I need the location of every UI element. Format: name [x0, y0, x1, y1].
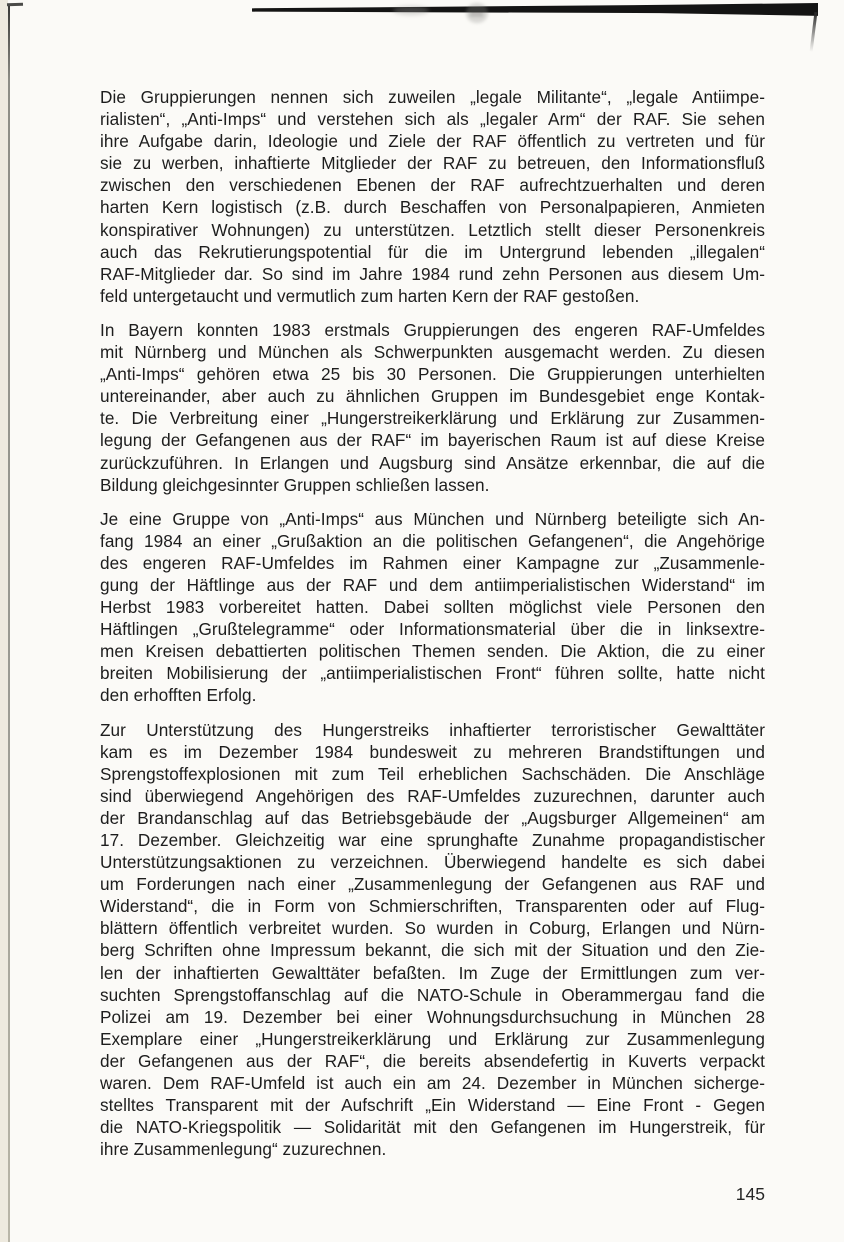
text-line: te. Die Verbreitung einer „Hungerstreikerklärung und Erklärung zur Zusammen-	[100, 408, 765, 429]
text-line: ihre Zusammenlegung“ zuzurechnen.	[100, 1139, 387, 1160]
text-line: harten Kern logistisch (z.B. durch Beschaffen von Personalpapieren, Anmieten	[100, 197, 765, 218]
text-line: men Kreisen debattierten politischen Themen senden. Die Aktion, die zu einer	[100, 641, 765, 662]
text-line: feld untergetaucht und vermutlich zum harten Kern der RAF gestoßen.	[100, 285, 640, 306]
text-line: fang 1984 an einer „Grußaktion an die politischen Gefangenen“, die Angehörige	[100, 530, 765, 551]
page-left-edge-line	[8, 6, 10, 1242]
text-line: sie zu werben, inhaftierte Mitglieder der RAF zu betreuen, den Informationsfluß	[100, 153, 765, 174]
text-line: „Anti-Imps“ gehören etwa 25 bis 30 Personen. Die Gruppierungen unterhielten	[100, 364, 765, 385]
text-line: Zur Unterstützung des Hungerstreiks inhaftierter terroristischer Gewalttäter	[100, 719, 765, 740]
text-line: stelltes Transparent mit der Aufschrift „Ein Widerstand — Eine Front - Gegen	[100, 1095, 765, 1116]
text-line: Polizei am 19. Dezember bei einer Wohnungsdurchsuchung in München 28	[100, 1006, 765, 1027]
paragraph	[100, 719, 765, 1161]
scan-corner-mark	[7, 3, 23, 7]
text-line: Häftlingen „Grußtelegramme“ oder Informationsmaterial über die in linksextre-	[100, 619, 765, 640]
text-line: berg Schriften ohne Impressum bekannt, die sich mit der Situation und den Zie-	[100, 940, 765, 961]
text-line: zwischen den verschiedenen Ebenen der RAF aufrechtzuerhalten und deren	[100, 175, 765, 196]
text-line: Die Gruppierungen nennen sich zuweilen „legale Militante“, „legale Antiimpe-	[100, 87, 765, 107]
page-number: 145	[735, 1184, 765, 1204]
text-line: 17. Dezember. Gleichzeitig war eine sprunghafte Zunahme propagandistischer	[100, 830, 765, 850]
text-line: Je eine Gruppe von „Anti-Imps“ aus München und Nürnberg beteiligte sich An-	[100, 508, 765, 529]
text-line: Herbst 1983 vorbereitet hatten. Dabei sollten möglichst viele Personen den	[100, 597, 765, 618]
text-line: der Gefangenen aus der RAF“, die bereits absendefertig in Kuverts verpackt	[100, 1050, 765, 1071]
text-line: konspirativer Wohnungen) zu unterstützen. Letztlich stellt dieser Personenkreis	[100, 219, 765, 240]
text-line: Unterstützungsaktionen zu verzeichnen. Überwiegend handelte es sich dabei	[100, 852, 765, 873]
text-line: RAF-Mitglieder dar. So sind im Jahre 1984 rund zehn Personen aus diesem Um-	[100, 263, 765, 284]
text-line: untereinander, aber auch zu ähnlichen Gruppen im Bundesgebiet enge Kontak-	[100, 386, 765, 407]
text-line: ihre Aufgabe darin, Ideologie und Ziele der RAF öffentlich zu vertreten und für	[100, 131, 765, 152]
scan-edge-top-bar	[252, 3, 818, 17]
text-line: des engeren RAF-Umfeldes im Rahmen einer Kampagne zur „Zusammenle-	[100, 552, 765, 573]
text-line: zurückzuführen. In Erlangen und Augsburg sind Ansätze erkennbar, die auf die	[100, 452, 765, 473]
text-line: den erhofften Erfolg.	[100, 685, 257, 706]
body-text	[100, 86, 765, 1172]
paragraph	[100, 508, 765, 707]
text-line: Widerstand“, die in Form von Schmierschriften, Transparenten oder auf Flug-	[100, 896, 765, 917]
text-line: In Bayern konnten 1983 erstmals Gruppierungen des engeren RAF-Umfeldes	[100, 319, 765, 340]
text-line: kam es im Dezember 1984 bundesweit zu mehreren Brandstiftungen und	[100, 741, 765, 762]
text-line: blättern öffentlich verbreitet wurden. So wurden in Coburg, Erlangen und Nürn-	[100, 918, 765, 939]
text-line: die NATO-Kriegspolitik — Solidarität mit den Gefangenen im Hungerstreik, für	[100, 1117, 765, 1138]
scan-smudge	[393, 6, 429, 15]
text-line: gung der Häftlinge aus der RAF und dem antiimperialistischen Widerstand“ im	[100, 574, 765, 595]
text-line: der Brandanschlag auf das Betriebsgebäude der „Augsburger Allgemeinen“ am	[100, 807, 765, 828]
text-line: rialisten“, „Anti-Imps“ und verstehen sich als „legaler Arm“ der RAF. Sie sehen	[100, 109, 765, 130]
paragraph	[100, 319, 765, 496]
text-line: breiten Mobilisierung der „antiimperialistischen Front“ führen sollte, hatte nicht	[100, 663, 765, 684]
text-line: len der inhaftierten Gewalttäter befaßten. Im Zuge der Ermittlungen zum ver-	[100, 962, 765, 983]
text-line: waren. Dem RAF-Umfeld ist auch ein am 24. Dezember in München sicherge-	[100, 1073, 765, 1094]
text-line: Sprengstoffexplosionen mit zum Teil erheblichen Sachschäden. Die Anschläge	[100, 763, 765, 784]
text-line: mit Nürnberg und München als Schwerpunkten ausgemacht werden. Zu diesen	[100, 342, 765, 363]
text-line: sind überwiegend Angehörigen des RAF-Umfeldes zuzurechnen, darunter auch	[100, 785, 765, 806]
text-line: auch das Rekrutierungspotential für die im Untergrund lebenden „illegalen“	[100, 241, 765, 262]
page-left-edge-strip	[0, 0, 8, 1242]
scan-smudge	[466, 3, 488, 23]
text-line: Bildung gleichgesinnter Gruppen schließen lassen.	[100, 474, 490, 495]
scan-edge-right-line	[810, 12, 818, 52]
paragraph	[100, 86, 765, 307]
text-line: um Forderungen nach einer „Zusammenlegung der Gefangenen aus RAF und	[100, 874, 765, 895]
text-line: legung der Gefangenen aus der RAF“ im bayerischen Raum ist auf diese Kreise	[100, 430, 765, 451]
text-line: suchten Sprengstoffanschlag auf die NATO-Schule in Oberammergau fand die	[100, 984, 765, 1005]
text-line: Exemplare einer „Hungerstreikerklärung und Erklärung zur Zusammenlegung	[100, 1028, 765, 1049]
